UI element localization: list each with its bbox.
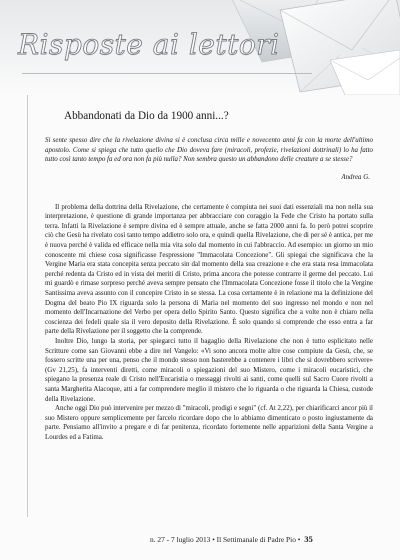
page-footer	[150, 534, 313, 544]
footer-separator: •	[297, 535, 301, 544]
rubric-header	[0, 0, 400, 95]
reader-letter: Si sente spesso dire che la rivelazione divina si è conclusa circa mille e novecento anni fa con la morte dell'ultimo apostolo. Come si spiega che tutto quello che Dio doveva fare (miracoli, profezie, rivelazioni dottrinali) lo ha fatto tutto così tanto tempo fa ed ora non fa più nulla? Non sembra questo un abbandono delle creature a se stesse?	[45, 136, 373, 164]
magazine-name: Il Settimanale di Padre Pio	[216, 535, 296, 544]
answer-paragraph: Il problema della dottrina della Rivelazione, che certamente è compiuta nei suoi dati essenziali ma non nella sua interpretazione, è questione di grande importanza per abbracciare con coraggio la Fede che Cristo ha portato sulla terra. Infatti la Rivelazione è sempre divina ed è sempre attuale, anche se fatta 2000 anni fa. Io però potrei scoprire ciò che Gesù ha rivelato così tanto tempo addietro solo ora, e quindi quella Rivelazione, che di per sé è antica, per me è nuova perché è valida ed efficace nella mia vita solo dal momento in cui l'abbraccio. Ad esempio: un giorno un mio conoscente mi chiese cosa significasse l'espressione "Immacolata Concezione". Gli spiegai che significava che la Vergine Maria era stata concepita senza peccato sin dal momento della sua creazione e che era stata resa immacolata perché redenta da Cristo ed in vista dei meriti di Cristo, prima ancora che potesse contrarre il germe del peccato. Lui mi guardò e rimase sorpreso perché aveva sempre pensato che l'Immacolata Concezione fosse il titolo che la Vergine Santissima aveva assunto con il concepire Cristo in se stessa. La cosa certamente è in relazione ma la definizione del Dogma del beato Pio IX riguarda solo la persona di Maria nel momento del suo ingresso nel mondo e non nel momento dell'Incarnazione del Verbo per opera dello Spirito Santo. Questo significa che a volte non è chiaro nella coscienza dei fedeli quale sia il vero deposito della Rivelazione. È solo quando si comprende che esso entra a far parte della Rivelazione per il soggetto che la comprende.	[45, 202, 373, 336]
answer-paragraph: Inoltre Dio, lungo la storia, per spiegarci tutto il bagaglio della Rivelazione che non è tutto esplicitato nelle Scritture come san Giovanni ebbe a dire nel Vangelo: «Vi sono ancora molte altre cose compiute da Gesù, che, se fossero scritte una per una, penso che il mondo stesso non basterebbe a contenere i libri che si dovrebbero scrivere» (Gv 21,25), fa interventi diretti, come miracoli o spiegazioni del suo Mistero, come i miracoli eucaristici, che spiegano la presenza reale di Cristo nell'Eucaristia o messaggi rivolti ai santi, come quelli sul Sacro Cuore rivolti a santa Margherita Alacoque, atti a far comprendere meglio il mistero che lo riguarda o che riguarda la Chiesa, custode della Rivelazione.	[45, 336, 373, 403]
issue-info: n. 27 - 7 luglio 2013	[150, 535, 211, 544]
answer-paragraph: Anche oggi Dio può intervenire per mezzo di "miracoli, prodigi e segni" (cf. At 2,22), per chiarificarci ancor più il suo Mistero oppure semplicemente per farcelo ricordare dopo che lo abbiamo dimenticato o posto ingiustamente da parte. Pensiamo all'invito a pregare e di far penitenza, ricordato fortemente nelle apparizioni della Santa Vergine a Lourdes ed a Fatima.	[45, 404, 373, 441]
footer-separator: •	[212, 535, 215, 544]
answer-text	[45, 203, 373, 443]
margin-rule	[27, 95, 28, 517]
rubric-underline	[22, 73, 312, 74]
rubric-title: Risposte ai lettori	[18, 28, 280, 61]
page-number: 35	[304, 534, 313, 544]
letter-signature: Andrea G.	[341, 172, 370, 181]
article-body	[45, 106, 373, 442]
question-title: Abbandonati da Dio da 1900 anni...?	[64, 110, 229, 122]
